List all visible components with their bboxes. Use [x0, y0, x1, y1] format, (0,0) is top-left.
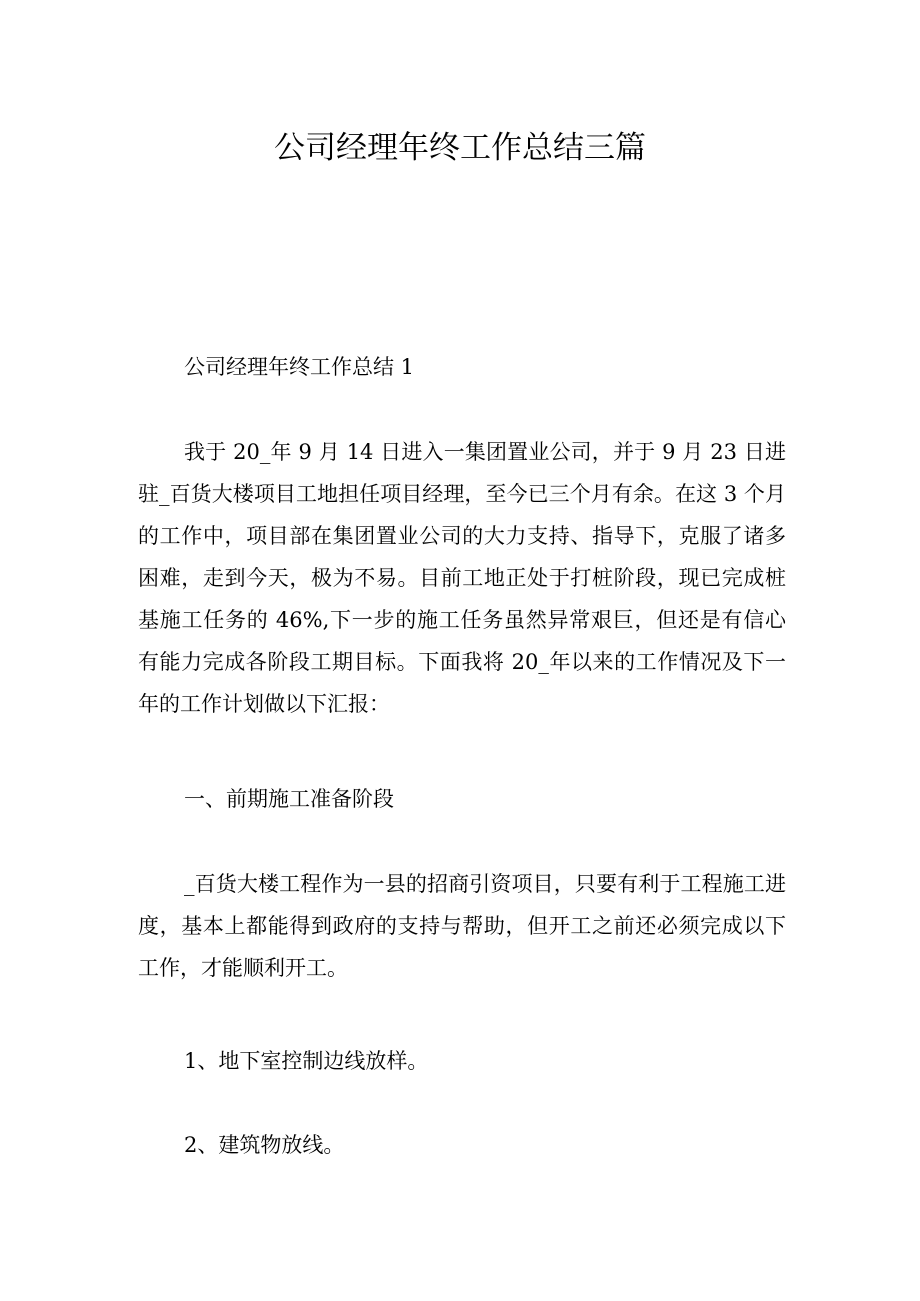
body-paragraph: _百货大楼工程作为一县的招商引资项目，只要有利于工程施工进度，基本上都能得到政府的支持与帮助，但开工之前还必须完成以下工作，才能顺利开工。 [138, 872, 786, 980]
list-item: 1、地下室控制边线放样。 [184, 1049, 429, 1073]
document-title: 公司经理年终工作总结三篇 [274, 130, 646, 166]
section-heading: 公司经理年终工作总结 1 [184, 355, 415, 379]
list-item: 2、建筑物放线。 [184, 1133, 345, 1157]
body-paragraph: 我于 20_年 9 月 14 日进入一集团置业公司，并于 9 月 23 日进驻_百货大楼项目工地担任项目经理，至今已三个月有余。在这 3 个月的工作中，项目部在集团置业公司的大力支持、指导下，克服了诸多困难，走到今天，极为不易。目前工地正处于打桩阶段，现已完成桩基施工任务的 46%,下一步的施工任务虽然异常艰巨，但还是有信心有能力完成各阶段工期目标。下面我将 20_年以来的工作情况及下一年的工作计划做以下汇报： [138, 440, 786, 716]
section-heading: 一、前期施工准备阶段 [184, 787, 394, 811]
